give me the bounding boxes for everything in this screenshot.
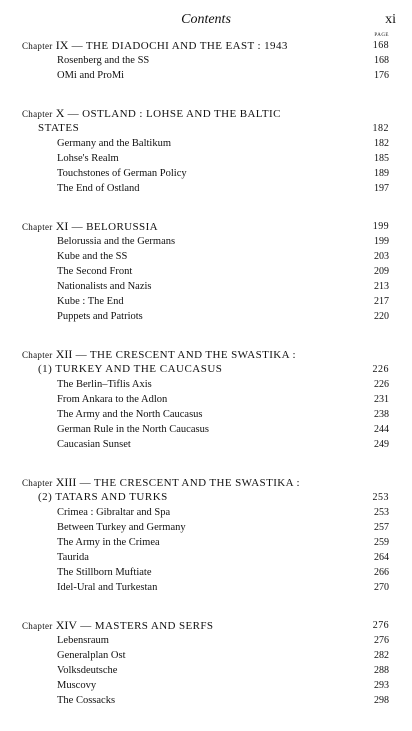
- chapter-subtitle[interactable]: [0, 362, 412, 377]
- toc-entry-page-number: 168: [374, 55, 389, 66]
- toc-entry-title: Touchstones of German Policy: [57, 168, 187, 179]
- toc-entry[interactable]: [0, 294, 412, 309]
- chapter-numeral: IX: [55, 38, 69, 52]
- toc-entry[interactable]: [0, 279, 412, 294]
- toc-entry-title: From Ankara to the Adlon: [57, 394, 168, 405]
- toc-entry-page-number: 238: [374, 409, 389, 420]
- chapter-heading[interactable]: [0, 106, 412, 121]
- toc-entry-page-number: 203: [374, 251, 389, 262]
- toc-entry[interactable]: [0, 377, 412, 392]
- chapter-title: — MASTERS AND SERFS: [80, 620, 214, 632]
- toc-entry-page-number: 182: [374, 138, 389, 149]
- toc-entry-title: Belorussia and the Germans: [57, 236, 176, 247]
- toc-entry-title: The End of Ostland: [57, 183, 140, 194]
- toc-entry-title: Germany and the Baltikum: [57, 138, 172, 149]
- toc-entry-title: Puppets and Patriots: [57, 311, 143, 322]
- toc-entry-page-number: 270: [374, 582, 389, 593]
- toc-entry[interactable]: [0, 136, 412, 151]
- chapter-heading[interactable]: [0, 475, 412, 490]
- toc-entry-title: German Rule in the North Caucasus: [57, 424, 209, 435]
- toc-entry[interactable]: [0, 505, 412, 520]
- toc-entry-title: Generalplan Ost: [57, 650, 126, 661]
- chapter-title: — THE DIADOCHI AND THE EAST : 1943: [71, 40, 288, 52]
- toc-entry-page-number: 264: [374, 552, 389, 563]
- toc-entry[interactable]: [0, 392, 412, 407]
- toc-entry-title: Between Turkey and Germany: [57, 522, 186, 533]
- toc-entry[interactable]: [0, 264, 412, 279]
- toc-entry[interactable]: [0, 535, 412, 550]
- toc-entry[interactable]: [0, 520, 412, 535]
- chapter-numeral: XI: [55, 219, 69, 233]
- chapter-block: [0, 347, 412, 452]
- chapter-label: Chapter: [22, 621, 53, 631]
- chapter-title: — THE CRESCENT AND THE SWASTIKA :: [75, 349, 296, 361]
- toc-entry-page-number: 176: [374, 70, 389, 81]
- toc-entry[interactable]: [0, 693, 412, 708]
- toc-entry[interactable]: [0, 53, 412, 68]
- chapter-subtitle[interactable]: [0, 490, 412, 505]
- toc-entry-title: Muscovy: [57, 680, 97, 691]
- toc-entry[interactable]: [0, 249, 412, 264]
- chapter-subtitle-page-number: 226: [372, 364, 389, 375]
- toc-entry-page-number: 199: [374, 236, 389, 247]
- toc-entry-page-number: 209: [374, 266, 389, 277]
- toc-entry[interactable]: [0, 580, 412, 595]
- chapter-title: — THE CRESCENT AND THE SWASTIKA :: [79, 477, 300, 489]
- toc-entry[interactable]: [0, 437, 412, 452]
- chapter-heading[interactable]: [0, 347, 412, 362]
- toc-entry-page-number: 259: [374, 537, 389, 548]
- toc-entry-title: Lohse's Realm: [57, 153, 119, 164]
- chapter-page-number: 168: [372, 40, 389, 51]
- chapter-numeral: XIII: [55, 475, 77, 489]
- toc-entry-page-number: 298: [374, 695, 389, 706]
- chapter-subtitle-page-number: 182: [372, 123, 389, 134]
- chapter-block: [0, 38, 412, 83]
- toc-entry-title: Idel-Ural and Turkestan: [57, 582, 158, 593]
- toc-entry-title: Nationalists and Nazis: [57, 281, 152, 292]
- toc-entry-title: The Army and the North Caucasus: [57, 409, 203, 420]
- chapter-subtitle[interactable]: [0, 121, 412, 136]
- toc-entry-title: OMi and ProMi: [57, 70, 125, 81]
- chapter-page-number: 276: [372, 620, 389, 631]
- toc-entry[interactable]: [0, 234, 412, 249]
- toc-entry-page-number: 293: [374, 680, 389, 691]
- toc-entry[interactable]: [0, 550, 412, 565]
- toc-entry-title: Kube : The End: [57, 296, 124, 307]
- chapter-heading[interactable]: [0, 38, 412, 53]
- toc-entry-title: Lebensraum: [57, 635, 109, 646]
- toc-entry-page-number: 217: [374, 296, 389, 307]
- toc-entry[interactable]: [0, 565, 412, 580]
- chapter-label: Chapter: [22, 222, 53, 232]
- toc-entry-title: The Army in the Crimea: [57, 537, 160, 548]
- toc-entry-title: The Cossacks: [57, 695, 116, 706]
- chapter-title: — OSTLAND : LOHSE AND THE BALTIC: [67, 108, 281, 120]
- chapter-numeral: X: [55, 106, 65, 120]
- page-header-number: xi: [385, 12, 396, 27]
- toc-entry-title: Kube and the SS: [57, 251, 128, 262]
- toc-entry-title: Crimea : Gibraltar and Spa: [57, 507, 171, 518]
- toc-entry-page-number: 189: [374, 168, 389, 179]
- toc-entry-page-number: 197: [374, 183, 389, 194]
- toc-entry[interactable]: [0, 68, 412, 83]
- toc-entry-page-number: 253: [374, 507, 389, 518]
- toc-entry-title: Taurida: [57, 552, 89, 563]
- toc-entry-title: The Second Front: [57, 266, 133, 277]
- chapter-subtitle-page-number: 253: [372, 492, 389, 503]
- chapter-subtitle-text: (2) TATARS AND TURKS: [38, 491, 168, 503]
- chapter-heading[interactable]: [0, 618, 412, 633]
- toc-entry[interactable]: [0, 166, 412, 181]
- toc-entry-title: The Berlin–Tiflis Axis: [57, 379, 152, 390]
- chapter-title: — BELORUSSIA: [71, 221, 158, 233]
- toc-entry[interactable]: [0, 151, 412, 166]
- chapter-block: [0, 219, 412, 324]
- chapter-numeral: XII: [55, 347, 73, 361]
- toc-entry-page-number: 185: [374, 153, 389, 164]
- chapter-subtitle-text: STATES: [38, 122, 80, 134]
- chapter-block: [0, 618, 412, 708]
- toc-entry[interactable]: [0, 181, 412, 196]
- chapter-label: Chapter: [22, 350, 53, 360]
- chapter-numeral: XIV: [55, 618, 78, 632]
- chapter-heading[interactable]: [0, 219, 412, 234]
- page-header-title: Contents: [181, 12, 231, 27]
- toc-entry-page-number: 276: [374, 635, 389, 646]
- chapter-label: Chapter: [22, 109, 53, 119]
- toc-entry-page-number: 257: [374, 522, 389, 533]
- chapter-subtitle-text: (1) TURKEY AND THE CAUCASUS: [38, 363, 223, 375]
- toc-entry[interactable]: [0, 663, 412, 678]
- toc-entry-page-number: 231: [374, 394, 389, 405]
- chapter-block: [0, 106, 412, 196]
- chapter-page-number: 199: [372, 221, 389, 232]
- toc-entry-page-number: 244: [374, 424, 389, 435]
- toc-entry-page-number: 213: [374, 281, 389, 292]
- toc-entry-page-number: 266: [374, 567, 389, 578]
- chapter-block: [0, 475, 412, 595]
- toc-entry-page-number: 220: [374, 311, 389, 322]
- toc-entry[interactable]: [0, 422, 412, 437]
- toc-entry[interactable]: [0, 633, 412, 648]
- toc-entry-title: The Stillborn Muftiate: [57, 567, 152, 578]
- toc-entry[interactable]: [0, 678, 412, 693]
- toc-entry-title: Volksdeutsche: [57, 665, 118, 676]
- chapter-label: Chapter: [22, 41, 53, 51]
- toc-entry-page-number: 249: [374, 439, 389, 450]
- toc-entry-title: Caucasian Sunset: [57, 439, 131, 450]
- page-column-label: PAGE: [374, 33, 389, 38]
- chapter-label: Chapter: [22, 478, 53, 488]
- toc-entry-page-number: 288: [374, 665, 389, 676]
- toc-entry[interactable]: [0, 648, 412, 663]
- toc-entry-page-number: 226: [374, 379, 389, 390]
- toc-entry-page-number: 282: [374, 650, 389, 661]
- table-of-contents: [0, 38, 412, 731]
- toc-entry-title: Rosenberg and the SS: [57, 55, 150, 66]
- toc-entry[interactable]: [0, 309, 412, 324]
- toc-entry[interactable]: [0, 407, 412, 422]
